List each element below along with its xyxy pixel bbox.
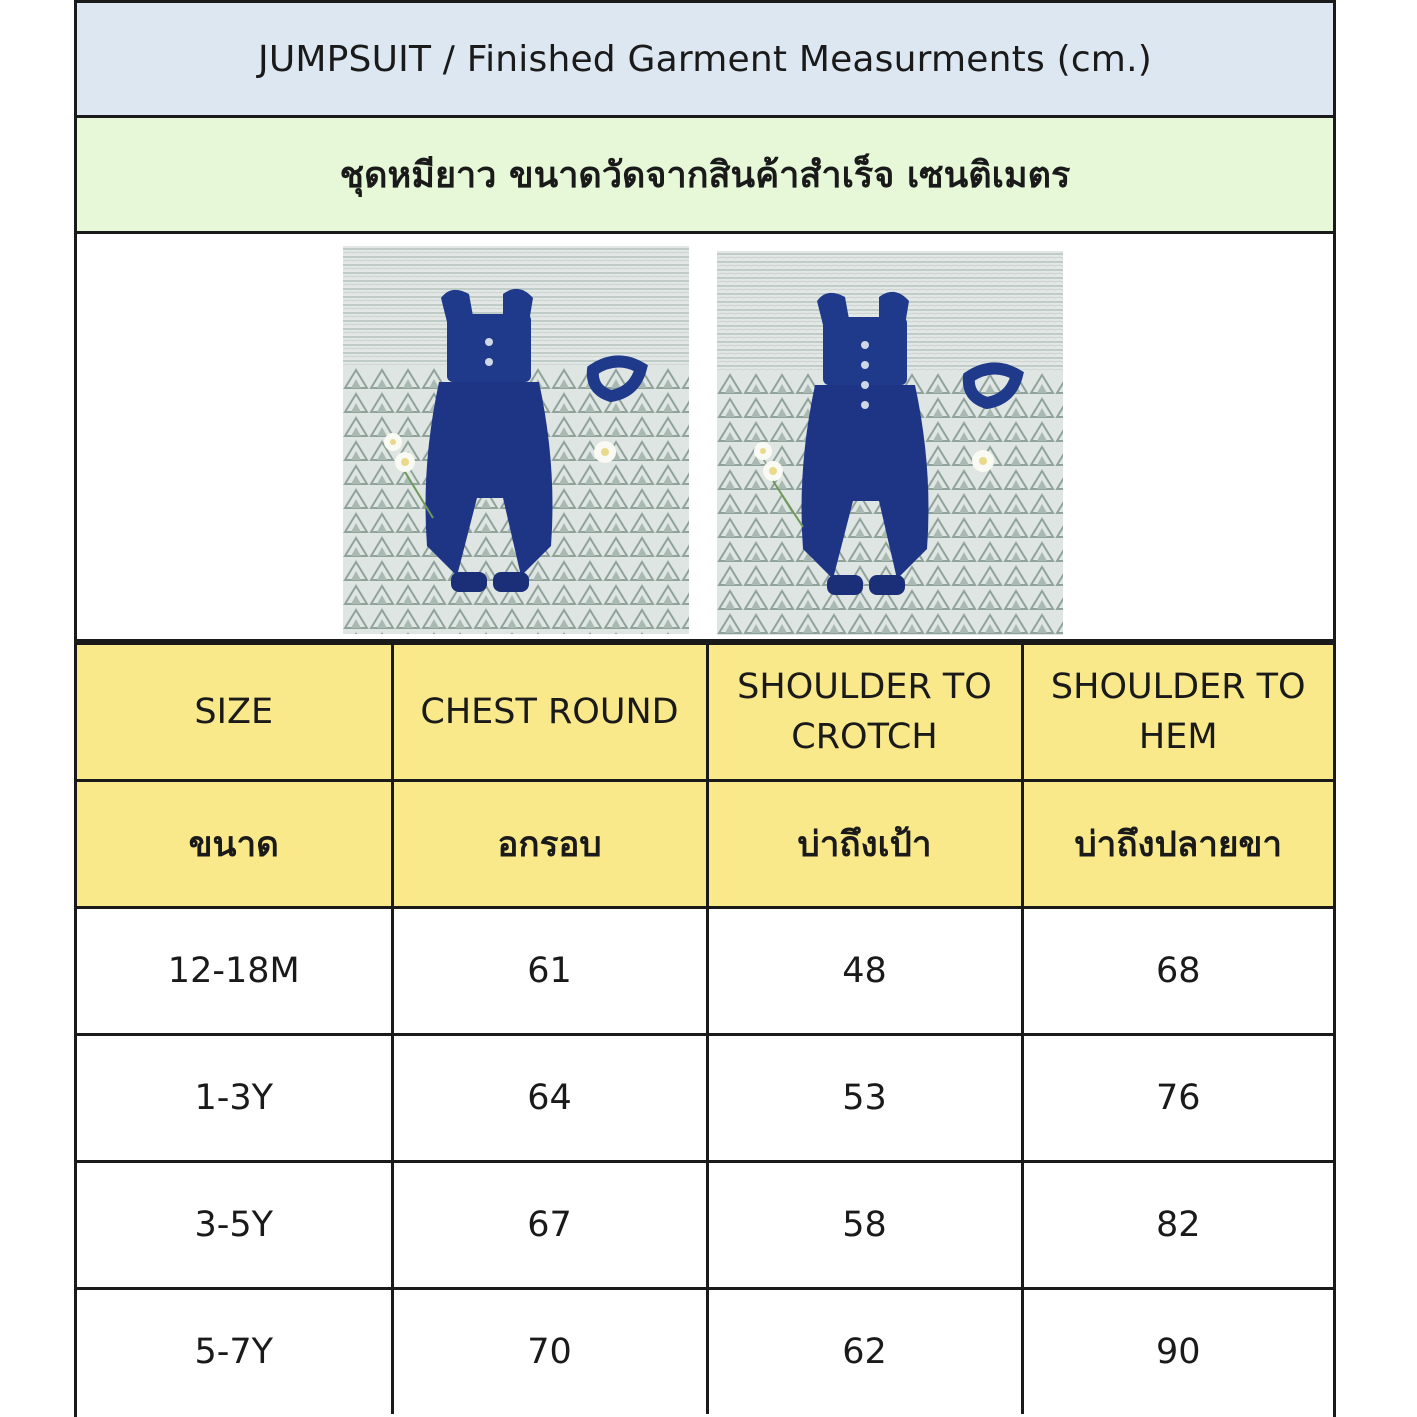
header-row-thai <box>77 781 1333 908</box>
header-size-thai: ขนาด <box>77 781 392 908</box>
title-english: JUMPSUIT / Finished Garment Measurments (cm.) <box>77 0 1333 118</box>
cell-shoulder-to-hem: 90 <box>1022 1289 1333 1415</box>
product-photo-1 <box>343 246 689 634</box>
cell-size: 3-5Y <box>77 1162 392 1289</box>
cell-chest-round: 61 <box>392 908 707 1035</box>
product-photos <box>77 234 1333 642</box>
header-chest-round: CHEST ROUND <box>392 644 707 781</box>
cell-shoulder-to-hem: 82 <box>1022 1162 1333 1289</box>
cell-shoulder-to-crotch: 62 <box>707 1289 1022 1415</box>
header-row-english <box>77 644 1333 781</box>
table-row <box>77 1035 1333 1162</box>
header-size: SIZE <box>77 644 392 781</box>
size-chart <box>74 0 1336 1417</box>
cell-size: 1-3Y <box>77 1035 392 1162</box>
cell-shoulder-to-hem: 76 <box>1022 1035 1333 1162</box>
product-photo-2 <box>717 251 1063 635</box>
table-row <box>77 1162 1333 1289</box>
cell-shoulder-to-crotch: 58 <box>707 1162 1022 1289</box>
table-row <box>77 1289 1333 1415</box>
cell-chest-round: 70 <box>392 1289 707 1415</box>
header-shoulder-to-hem-thai: บ่าถึงปลายขา <box>1022 781 1333 908</box>
title-thai: ชุดหมียาว ขนาดวัดจากสินค้าสำเร็จ เซนติเมตร <box>77 118 1333 234</box>
table-row <box>77 908 1333 1035</box>
cell-chest-round: 64 <box>392 1035 707 1162</box>
header-shoulder-to-crotch-thai: บ่าถึงเป้า <box>707 781 1022 908</box>
cell-shoulder-to-crotch: 48 <box>707 908 1022 1035</box>
cell-shoulder-to-hem: 68 <box>1022 908 1333 1035</box>
cell-size: 12-18M <box>77 908 392 1035</box>
cell-shoulder-to-crotch: 53 <box>707 1035 1022 1162</box>
header-chest-round-thai: อกรอบ <box>392 781 707 908</box>
header-shoulder-to-crotch: SHOULDER TO CROTCH <box>707 644 1022 781</box>
cell-size: 5-7Y <box>77 1289 392 1415</box>
cell-chest-round: 67 <box>392 1162 707 1289</box>
size-table <box>77 642 1333 1414</box>
header-shoulder-to-hem: SHOULDER TO HEM <box>1022 644 1333 781</box>
